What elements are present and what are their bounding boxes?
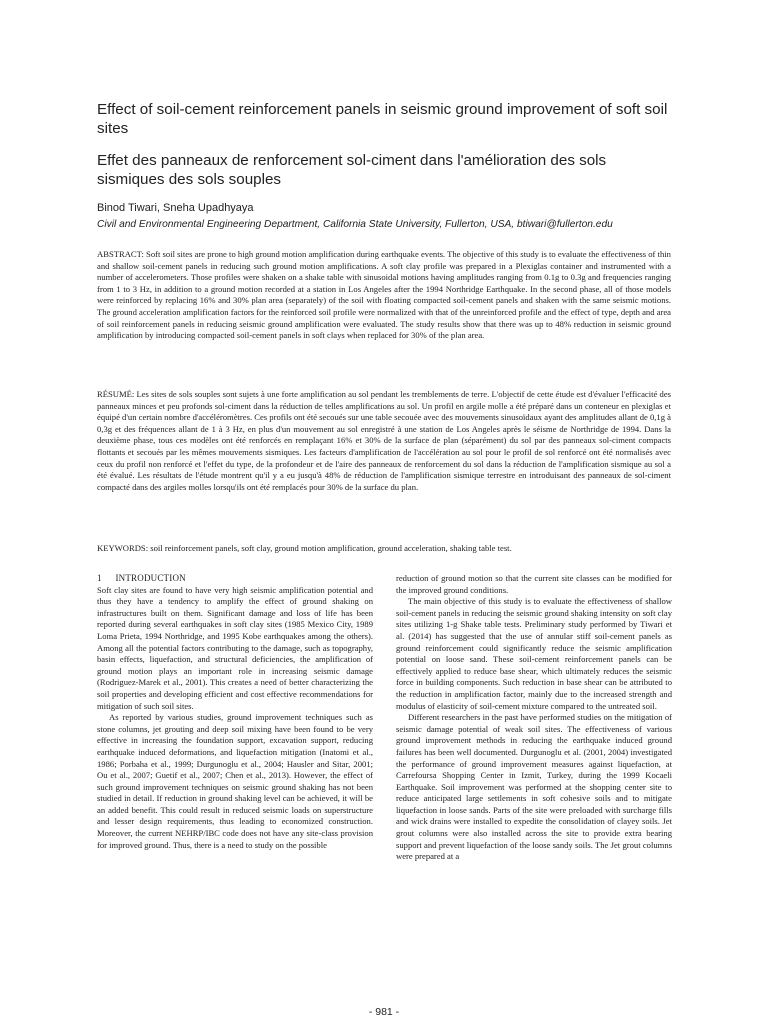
paragraph: The main objective of this study is to evaluate the effectiveness of shallow soil-cement panels in reducing the seismic ground shaking intensity on soft clay sites utilizing 1-g Shake table tests. Preliminary study performed by Tiwari et al. (2014) has suggested that the use of annular stiff soil-cement panels as ground reinforcement could significantly reduce the seismic amplification potential on loose sand. These soil-cement reinforcement panels can be effectively applied to reduce base shear, which ultimately reduces the seismic force in building components. Such reduction in base shear can be attributed to the reduction in amplification factor, mainly due to the increased strength and modulus of elasticity of soil-cement mixture compared to the untreated soil. [396,596,672,711]
abstract-label: ABSTRACT: [97,249,144,259]
paragraph: reduction of ground motion so that the current site classes can be modified for the improved ground conditions. [396,573,672,595]
abstract-text: Soft soil sites are prone to high ground motion amplification during earthquake events. The objective of this study is to evaluate the effectiveness of thin and shallow soil-cement panels in reducing such ground motion amplifications. A soft clay profile was prepared in a Plexiglas container and instrumented with a number of accelerometers. Those profiles were shaken on a shake table with sinusoidal motions having amplitudes ranging from 0.1g to 0.3g and frequencies ranging from 1 to 3 Hz, in addition to a ground motion recorded at a station in Los Angeles after the 1994 Northridge Earthquake. In the second phase, all of those models were reinforced by replacing 16% and 30% plan area (separately) of the soil with floating compacted soil-cement panels and shaken with the same seismic motions. The ground acceleration amplification factors for the reinforced soil profile were normalized with that of the unreinforced profile and the effect of type, depth and area of soil reinforcement panels in reducing seismic ground amplification were evaluated. The study results show that there was up to 48% reduction in seismic ground amplification by introducing compacted soil-cement panels in soft clays when replaced for 30% of the plan area. [97,249,671,341]
resume-block [97,389,671,493]
abstract-block [97,249,671,342]
author-affiliation: Civil and Environmental Engineering Department, California State University, Fullerton, USA, btiwari@fullerton.edu [97,219,613,230]
paragraph: Soft clay sites are found to have very high seismic amplification potential and thus they have a tendency to amplify the effect of ground shaking on infrastructures built on them. Significant damage and loss of life has been reported during several earthquakes in soft clay sites (1985 Mexico City, 1989 Loma Prieta, 1994 Northridge, and 1995 Kobe earthquakes among the others). Among all the potential factors contributing to the damage, such as topography, basin effects, liquefaction, and structural deficiencies, the amplification of ground motion plays an important role in increasing seismic damage (Rodriguez-Marek et al., 2001). This creates a need of better characterizing the soil properties and developing efficient and cost effective recommendations for mitigation of such soil sites. [97,584,373,711]
section-heading [97,573,373,585]
keywords-text: soil reinforcement panels, soft clay, ground motion amplification, ground acceleration, shaking table test. [150,543,512,553]
paper-title-english: Effect of soil-cement reinforcement panels in seismic ground improvement of soft soil sites [97,101,668,137]
paragraph: As reported by various studies, ground improvement techniques such as stone columns, jet grouting and deep soil mixing have been found to be very effective in increasing the foundation support, excavation support, reducing earthquake induced deformations, and liquefaction mitigation (Inatomi et al., 1986; Porbaha et al., 1999; Durgunoglu et al., 2004; Hausler and Sitar, 2001; Ou et al., 2007; Guetif et al., 2007; Chen et al., 2013). However, the effect of such ground improvement techniques on seismic ground shaking has not been studied in detail. If reduction in ground shaking level can be achieved, it will be an added benefit. This could result in reduced seismic loads on superstructure and lesser design requirements, thus leading to economized construction. Moreover, the current NEHRP/IBC code does not have any site-class provision for improved ground. Thus, there is a need to study on the possible [97,712,373,850]
body-column-left [97,573,373,851]
section-title: INTRODUCTION [115,573,186,583]
body-column-right [396,573,672,863]
section-number: 1 [97,573,102,583]
paragraph: Different researchers in the past have performed studies on the mitigation of seismic damage potential of weak soil sites. The effectiveness of various ground improvement methods in reducing the earthquake induced ground failures has been well documented. Durgunoglu et al. (2001, 2004) investigated the performance of ground improvement measures against liquefaction, at Carrefoursa Shopping Center in Izmit, Turkey, during the 1999 Kocaeli Earthquake. Soil improvement was performed at the shopping center site to reduce anticipated large settlements in soft cohesive soils and to mitigate liquefaction in loose sands. Parts of the site were preloaded with surcharge fills and wick drains were installed to expedite the consolidation of clayey soils. Jet grout columns were also installed across the site to provide extra bearing support and prevent liquefaction of the loose sandy soils. The Jet grout columns were prepared at a [396,712,672,862]
keywords-label: KEYWORDS: [97,543,149,553]
resume-label: RÉSUMÉ: [97,389,135,399]
keywords-block [97,543,671,555]
paper-title-french: Effet des panneaux de renforcement sol-ciment dans l'amélioration des sols sismiques des sols souples [97,152,607,188]
page-number: - 981 - [368,1006,400,1018]
author-list: Binod Tiwari, Sneha Upadhyaya [97,202,254,214]
resume-text: Les sites de sols souples sont sujets à une forte amplification au sol pendant les tremblements de terre. L'objectif de cette étude est d'évaluer l'efficacité des panneaux minces et peu profonds sol-ciment dans la réduction de telles amplifications au sol. Un profil en argile molle a été préparé dans un conteneur en plexiglas et équipé d'un certain nombre d'accéléromètres. Ces profils ont été secoués sur une table secouée avec des mouvements sinusoïdaux ayant des amplitudes allant de 0,1g à 0,3g et des fréquences allant de 1 à 3 Hz, en plus d'un mouvement au sol enregistré à une station de Los Angeles après le séisme de Northridge de 1994. Dans la deuxième phase, tous ces modèles ont été renforcés en remplaçant 16% et 30% de la surface de plan (séparément) du sol par des panneaux sol-ciment compacts flottants et secoués par les mêmes mouvements sismiques. Les facteurs d'amplification de l'accélération au sol pour le profil de sol renforcé ont été normalisés avec ceux du profil non renforcé et l'effet du type, de la profondeur et de l'aire des panneaux de renforcement du sol dans la réduction de l'amplification sismique au sol a été évalué. Les résultats de l'étude montrent qu'il y a eu jusqu'à 48% de réduction de l'amplification sismique terrestre en introduisant des panneaux de sol-ciment compacté dans des argiles molles lorsqu'ils ont été remplacés pour 30% de la surface du plan. [97,389,671,492]
